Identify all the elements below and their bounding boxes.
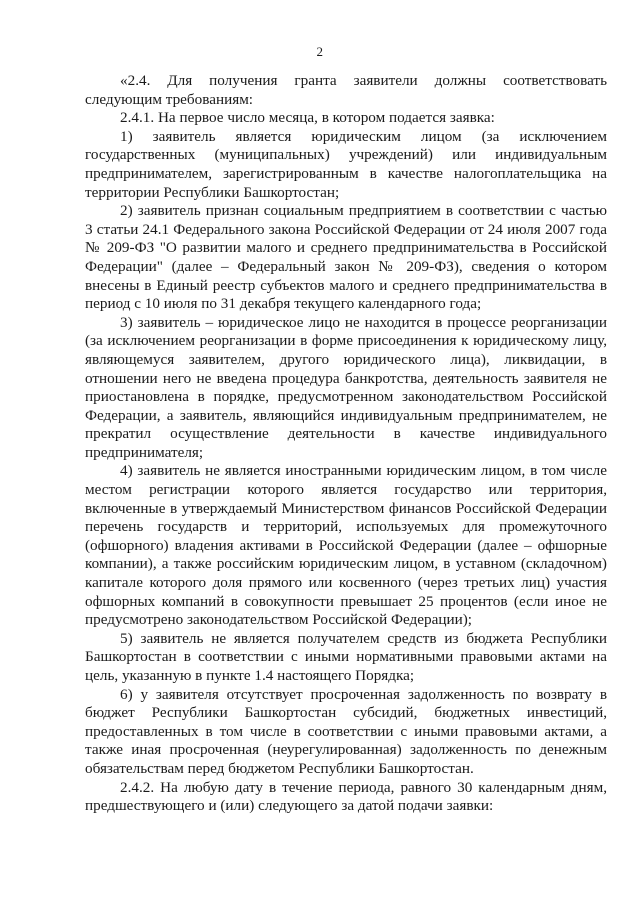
list-item-5: 5) заявитель не является получателем средств из бюджета Республики Башкортостан в соответствии с иными нормативными правовыми актами на цель, указанную в пункте 1.4 настоящего Порядка; — [85, 629, 607, 684]
paragraph-2-4: «2.4. Для получения гранта заявители должны соответствовать следующим требованиям: — [85, 72, 607, 108]
paragraph-2-4-2: 2.4.2. На любую дату в течение периода, равного 30 календарным дням, предшествующего и (или) следующего за датой подачи заявки: — [85, 778, 607, 815]
list-item-1: 1) заявитель является юридическим лицом (за исключением государственных (муниципальных) учреждений) или индивидуальным предпринимателем, зарегистрированным в качестве налогоплательщика на территории Республики Башкортостан; — [85, 127, 607, 201]
document-body — [85, 72, 607, 816]
page-number: 2 — [316, 44, 324, 59]
list-item-2: 2) заявитель признан социальным предприятием в соответствии с частью 3 статьи 24.1 Федерального закона Российской Федерации от 24 июля 2007 года № 209-ФЗ "О развитии малого и среднего предпринимательства в Российской Федерации" (далее – Федеральный закон № 209-ФЗ), сведения о котором внесены в Единый реестр субъектов малого и среднего предпринимательства в период с 10 июля по 31 декабря текущего календарного года; — [85, 202, 607, 313]
list-item-6: 6) у заявителя отсутствует просроченная задолженность по возврату в бюджет Республики Башкортостан субсидий, бюджетных инвестиций, предоставленных в том числе в соответствии с иными правовыми актами, а также иная просроченная (неурегулированная) задолженность по денежным обязательствам перед бюджетом Республики Башкортостан. — [85, 685, 607, 777]
list-item-3: 3) заявитель – юридическое лицо не находится в процессе реорганизации (за исключением реорганизации в форме присоединения к юридическому лицу, являющемуся заявителем, другого юридического лица), ликвидации, в отношении него не введена процедура банкротства, деятельность заявителя не приостановлена в порядке, предусмотренном законодательством Российской Федерации, а заявитель, являющийся индивидуальным предпринимателем, не прекратил осуществление деятельности в качестве индивидуального предпринимателя; — [85, 313, 607, 461]
paragraph-2-4-1: 2.4.1. На первое число месяца, в котором подается заявка: — [120, 109, 495, 127]
list-item-4: 4) заявитель не является иностранными юридическим лицом, в том числе местом регистрации которого является государство или территория, включенные в утверждаемый Министерством финансов Российской Федерации перечень государств и территорий, используемых для промежуточного (офшорного) владения активами в Российской Федерации (далее – офшорные компании), а также российским юридическим лицом, в уставном (складочном) капитале которого доля прямого или косвенного (через третьих лиц) участия офшорных компаний в совокупности превышает 25 процентов (если иное не предусмотрено законодательством Российской Федерации); — [85, 462, 607, 629]
